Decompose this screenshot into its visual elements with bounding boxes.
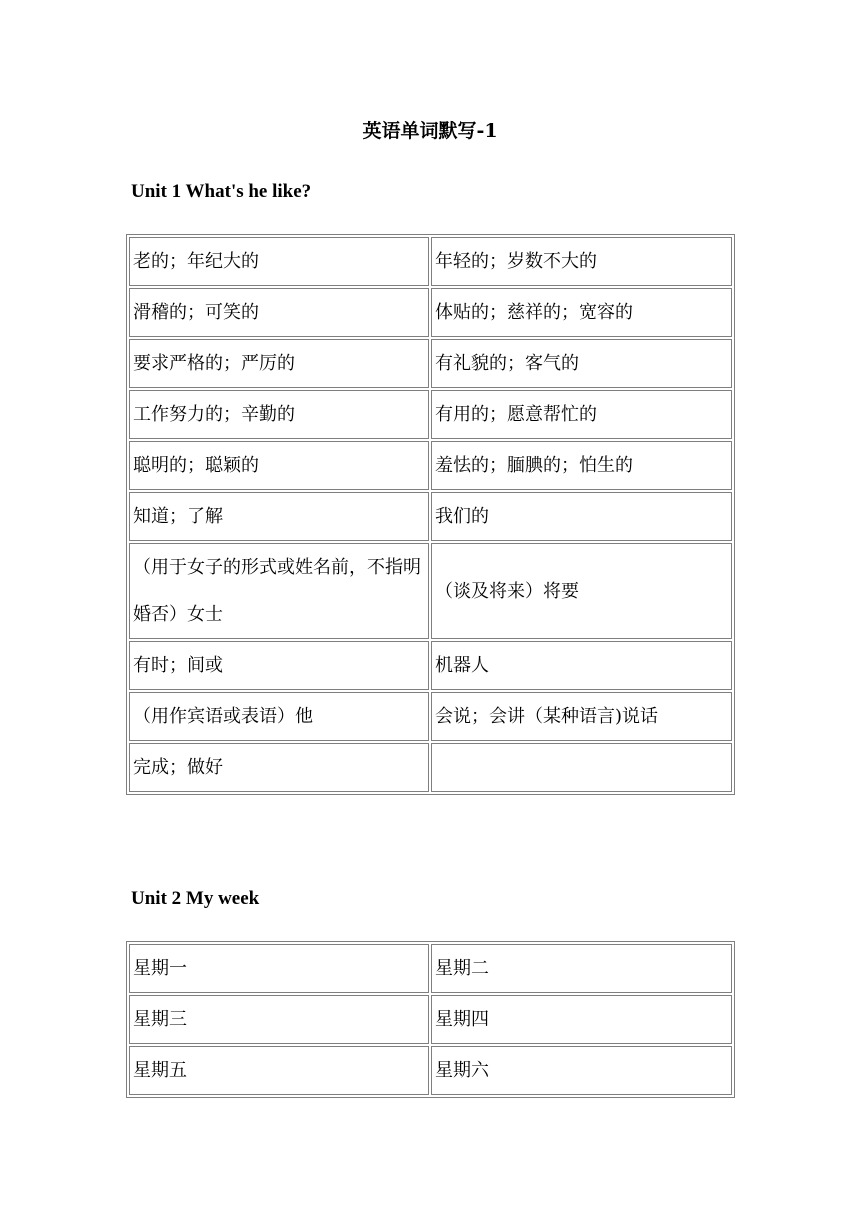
table-cell: 机器人: [431, 641, 732, 690]
table-cell: （用于女子的形式或姓名前，不指明婚否）女士: [129, 543, 429, 639]
table-cell: [431, 743, 732, 792]
table-cell: 羞怯的；腼腆的；怕生的: [431, 441, 732, 490]
table-row: [129, 237, 732, 286]
table-cell: 有时；间或: [129, 641, 429, 690]
table-row: [129, 743, 732, 792]
table-cell: 完成；做好: [129, 743, 429, 792]
table-row: [129, 339, 732, 388]
table-cell: 知道；了解: [129, 492, 429, 541]
unit-2-heading: Unit 2 My week: [131, 888, 260, 909]
unit-2-vocab-table: [126, 941, 735, 1098]
page-title: 英语单词默写-1: [362, 120, 498, 142]
table-cell: 星期二: [431, 944, 732, 993]
table-row: [129, 641, 732, 690]
table-row: [129, 441, 732, 490]
table-cell: 老的；年纪大的: [129, 237, 429, 286]
table-cell: 要求严格的；严厉的: [129, 339, 429, 388]
table-row: [129, 944, 732, 993]
table-row: [129, 390, 732, 439]
table-row: [129, 995, 732, 1044]
table-row: [129, 692, 732, 741]
table-cell: 有用的；愿意帮忙的: [431, 390, 732, 439]
unit-1-heading: Unit 1 What's he like?: [131, 181, 312, 202]
table-row: [129, 543, 732, 639]
table-cell: （谈及将来）将要: [431, 543, 732, 639]
table-cell: 我们的: [431, 492, 732, 541]
table-cell: 星期六: [431, 1046, 732, 1095]
table-cell: 有礼貌的；客气的: [431, 339, 732, 388]
table-cell: 聪明的；聪颖的: [129, 441, 429, 490]
table-cell: 年轻的；岁数不大的: [431, 237, 732, 286]
table-cell: 星期一: [129, 944, 429, 993]
table-row: [129, 492, 732, 541]
table-cell: 会说；会讲（某种语言)说话: [431, 692, 732, 741]
table-cell: 星期三: [129, 995, 429, 1044]
table-row: [129, 288, 732, 337]
table-cell: 星期五: [129, 1046, 429, 1095]
table-cell: 体贴的；慈祥的；宽容的: [431, 288, 732, 337]
table-cell: 工作努力的；辛勤的: [129, 390, 429, 439]
table-row: [129, 1046, 732, 1095]
table-cell: 滑稽的；可笑的: [129, 288, 429, 337]
unit-1-vocab-table: [126, 234, 735, 795]
table-cell: 星期四: [431, 995, 732, 1044]
table-cell: （用作宾语或表语）他: [129, 692, 429, 741]
